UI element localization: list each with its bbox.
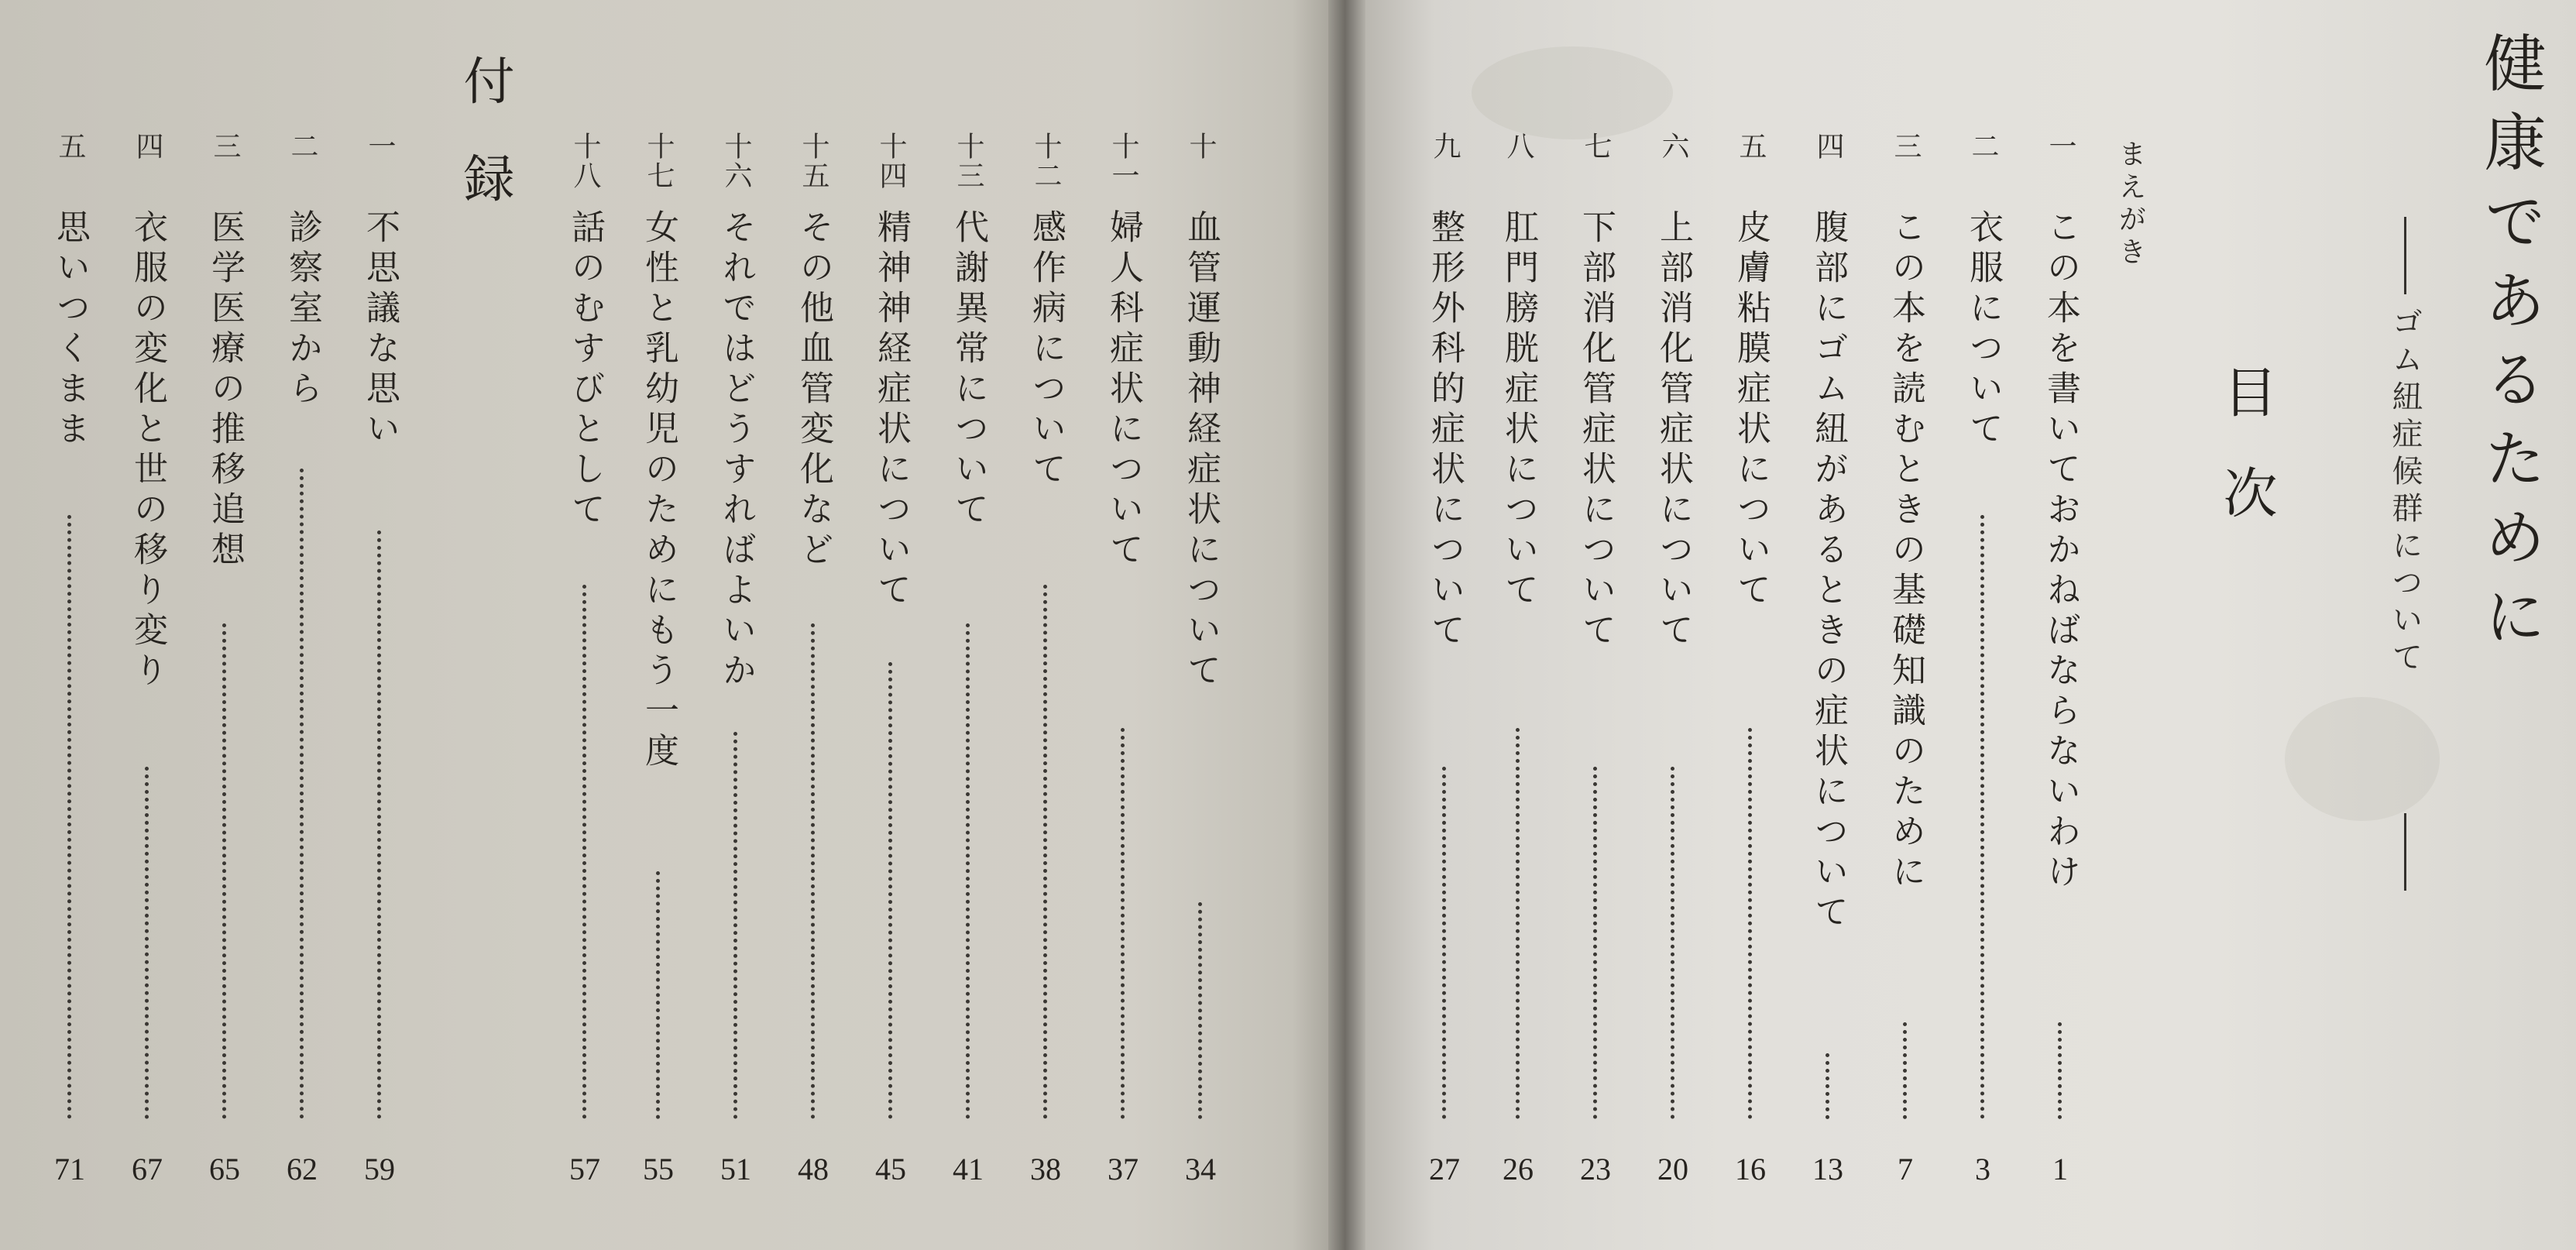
page-number: 37 — [1108, 1152, 1139, 1186]
chapter-number: 一 — [2045, 132, 2076, 161]
leader-dots — [1748, 728, 1757, 1119]
appendix-number: 四 — [132, 132, 163, 161]
toc-entry — [554, 132, 616, 1193]
appendix-entry — [194, 132, 256, 1193]
leader-dots — [377, 531, 386, 1119]
paper-stain — [2285, 697, 2440, 821]
appendix-heading: 付録 — [455, 54, 514, 249]
page-number: 20 — [1657, 1152, 1688, 1186]
leader-dots — [582, 585, 591, 1119]
appendix-title: 衣服の変化と世の移り変り — [128, 209, 167, 692]
chapter-title: 衣服について — [1963, 209, 2003, 451]
appendix-title: 医学医療の推移追想 — [205, 209, 245, 572]
chapter-number: 十六 — [720, 132, 752, 191]
page-number: 3 — [1975, 1152, 1990, 1186]
leader-dots — [1593, 767, 1602, 1119]
appendix-title: 診察室から — [283, 209, 322, 410]
chapter-number: 三 — [1890, 132, 1922, 161]
chapter-title: その他血管変化など — [794, 209, 833, 572]
appendix-entry — [271, 132, 333, 1193]
chapter-title: 下部消化管症状について — [1576, 209, 1616, 652]
chapter-title: 血管運動神経症状について — [1181, 209, 1221, 692]
chapter-number: 十八 — [569, 132, 601, 191]
leader-dots — [1121, 728, 1129, 1119]
page-number: 1 — [2052, 1152, 2068, 1186]
leader-dots — [1043, 585, 1052, 1119]
toc-entry — [860, 132, 922, 1193]
leader-dots — [733, 732, 742, 1119]
book-gutter — [1328, 0, 1365, 1250]
page-number: 41 — [953, 1152, 984, 1186]
appendix-number: 一 — [364, 132, 396, 161]
chapter-title: 女性と乳幼児のためにもう一度 — [639, 209, 678, 773]
toc-entry — [937, 132, 999, 1193]
toc-entry — [1952, 132, 2014, 1193]
preface-entry: まえがき — [2114, 139, 2146, 270]
chapter-title: この本を読むときの基礎知識のために — [1886, 209, 1925, 894]
page-number: 27 — [1429, 1152, 1460, 1186]
paper-stain — [1472, 46, 1673, 139]
toc-entry — [1092, 132, 1154, 1193]
toc-entry — [1487, 132, 1549, 1193]
chapter-title: それではどうすればよいか — [716, 209, 756, 692]
appendix-entry — [349, 132, 410, 1193]
toc-entry — [627, 132, 689, 1193]
chapter-number: 九 — [1429, 132, 1461, 161]
chapter-title: この本を書いておかねばならないわけ — [2041, 209, 2080, 894]
chapter-number: 二 — [1967, 132, 1999, 161]
leader-dots — [2058, 1022, 2066, 1119]
toc-entry — [1719, 132, 1781, 1193]
chapter-title: 整形外科的症状について — [1425, 209, 1465, 652]
chapter-title: 上部消化管症状について — [1654, 209, 1693, 652]
page-number: 67 — [132, 1152, 163, 1186]
chapter-title: 代謝異常について — [949, 209, 988, 531]
subtitle-dash-top — [2404, 217, 2406, 294]
leader-dots — [1671, 767, 1679, 1119]
chapter-number: 十四 — [875, 132, 907, 191]
appendix-entry — [116, 132, 178, 1193]
chapter-number: 七 — [1580, 132, 1612, 161]
page-number: 71 — [54, 1152, 85, 1186]
chapter-number: 五 — [1735, 132, 1767, 161]
page-number: 45 — [875, 1152, 906, 1186]
toc-entry — [705, 132, 767, 1193]
leader-dots — [966, 623, 974, 1119]
chapter-number: 十三 — [953, 132, 984, 191]
chapter-number: 六 — [1657, 132, 1689, 161]
chapter-number: 八 — [1503, 132, 1534, 161]
chapter-number: 十五 — [798, 132, 829, 191]
chapter-title: 感作病について — [1026, 209, 1066, 491]
page-number: 38 — [1030, 1152, 1061, 1186]
toc-entry — [1015, 132, 1077, 1193]
appendix-title: 思いつくまま — [50, 209, 90, 451]
toc-entry — [782, 132, 844, 1193]
page-number: 7 — [1898, 1152, 1913, 1186]
leader-dots — [811, 623, 819, 1119]
page-number: 48 — [798, 1152, 829, 1186]
toc-entry — [1797, 132, 1859, 1193]
page-number: 65 — [209, 1152, 240, 1186]
toc-entry — [1413, 132, 1475, 1193]
toc-entry — [1874, 132, 1936, 1193]
chapter-number: 十一 — [1108, 132, 1139, 191]
leader-dots — [1442, 767, 1451, 1119]
page-number: 62 — [287, 1152, 318, 1186]
leader-dots — [222, 623, 231, 1119]
chapter-number: 十七 — [643, 132, 675, 191]
toc-entry — [2029, 132, 2091, 1193]
leader-dots — [1826, 1053, 1834, 1119]
leader-dots — [1516, 728, 1524, 1119]
page-number: 13 — [1812, 1152, 1843, 1186]
book-title: 健康であるために — [2474, 31, 2546, 663]
chapter-number: 四 — [1812, 132, 1844, 161]
chapter-title: 精神神経症状について — [871, 209, 911, 612]
leader-dots — [1980, 515, 1989, 1119]
page-number: 55 — [643, 1152, 674, 1186]
toc-entry — [1564, 132, 1626, 1193]
chapter-title: 話のむすびとして — [565, 209, 605, 531]
leader-dots — [656, 871, 665, 1119]
chapter-title: 肛門膀胱症状について — [1499, 209, 1538, 612]
subtitle: ゴム紐症候群について — [2387, 306, 2423, 678]
toc-entry — [1170, 132, 1231, 1193]
leader-dots — [1903, 1022, 1911, 1119]
chapter-title: 腹部にゴム紐があるときの症状について — [1808, 209, 1848, 934]
appendix-number: 二 — [287, 132, 318, 161]
page-number: 16 — [1735, 1152, 1766, 1186]
toc-entry — [1642, 132, 1704, 1193]
chapter-number: 十 — [1185, 132, 1217, 161]
leader-dots — [300, 469, 308, 1119]
chapter-title: 皮膚粘膜症状について — [1731, 209, 1771, 612]
appendix-number: 三 — [209, 132, 241, 161]
page-number: 57 — [569, 1152, 600, 1186]
leader-dots — [145, 767, 153, 1119]
chapter-title: 婦人科症状について — [1104, 209, 1143, 572]
chapter-number: 十二 — [1030, 132, 1062, 191]
page-number: 59 — [364, 1152, 395, 1186]
appendix-title: 不思議な思い — [360, 209, 400, 451]
appendix-entry — [39, 132, 101, 1193]
page-number: 23 — [1580, 1152, 1611, 1186]
page-number: 26 — [1503, 1152, 1534, 1186]
subtitle-dash-bottom — [2404, 813, 2406, 891]
page-number: 51 — [720, 1152, 751, 1186]
page-number: 34 — [1185, 1152, 1216, 1186]
leader-dots — [1198, 902, 1207, 1119]
leader-dots — [888, 662, 897, 1119]
toc-heading: 目次 — [2214, 364, 2278, 565]
leader-dots — [67, 515, 76, 1119]
appendix-number: 五 — [54, 132, 86, 161]
